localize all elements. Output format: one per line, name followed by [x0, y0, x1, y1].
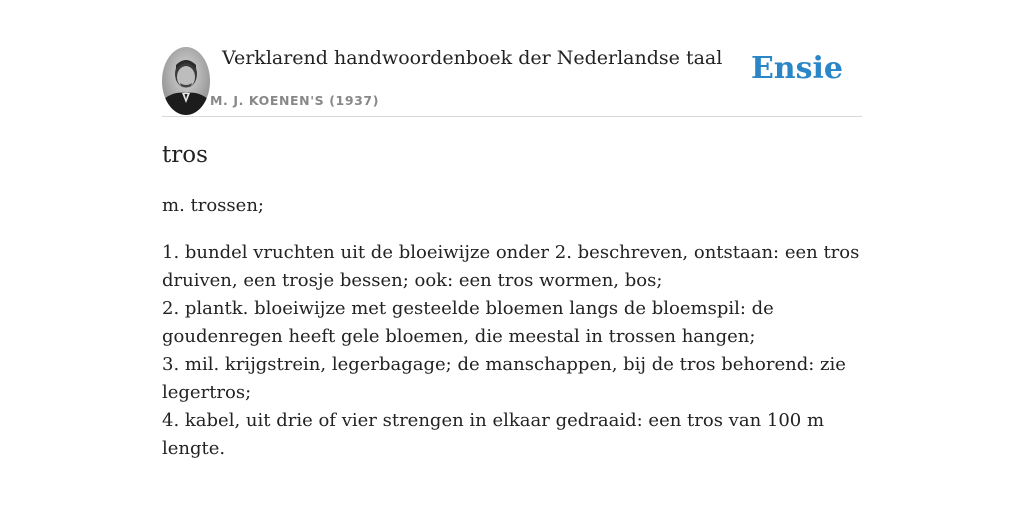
definition-sense-2: 2. plantk. bloeiwijze met gesteelde bloemen langs de bloemspil: de goudenregen heeft gele bloemen, die meestal in trossen hangen;: [162, 298, 774, 347]
definition-sense-4: 4. kabel, uit drie of vier strengen in elkaar gedraaid: een tros van 100 m lengte.: [162, 410, 825, 459]
entry-headword: tros: [162, 142, 208, 168]
author-portrait-icon: [162, 47, 210, 115]
entry-grammar: m. trossen;: [162, 195, 264, 216]
dictionary-header: [162, 0, 862, 117]
page: [162, 0, 862, 512]
definition-sense-1: 1. bundel vruchten uit de bloeiwijze onder 2. beschreven, ontstaan: een tros druiven, een trosje bessen; ook: een tros wormen, bos;: [162, 242, 860, 291]
dictionary-title[interactable]: Verklarend handwoordenboek der Nederlandse taal: [222, 47, 723, 69]
entry-definitions: [162, 239, 862, 463]
dictionary-author: M. J. KOENEN'S (1937): [210, 93, 380, 108]
definition-sense-3: 3. mil. krijgstrein, legerbagage; de manschappen, bij de tros behorend: zie legertros;: [162, 354, 846, 403]
ensie-logo-link[interactable]: Ensie: [750, 51, 843, 86]
